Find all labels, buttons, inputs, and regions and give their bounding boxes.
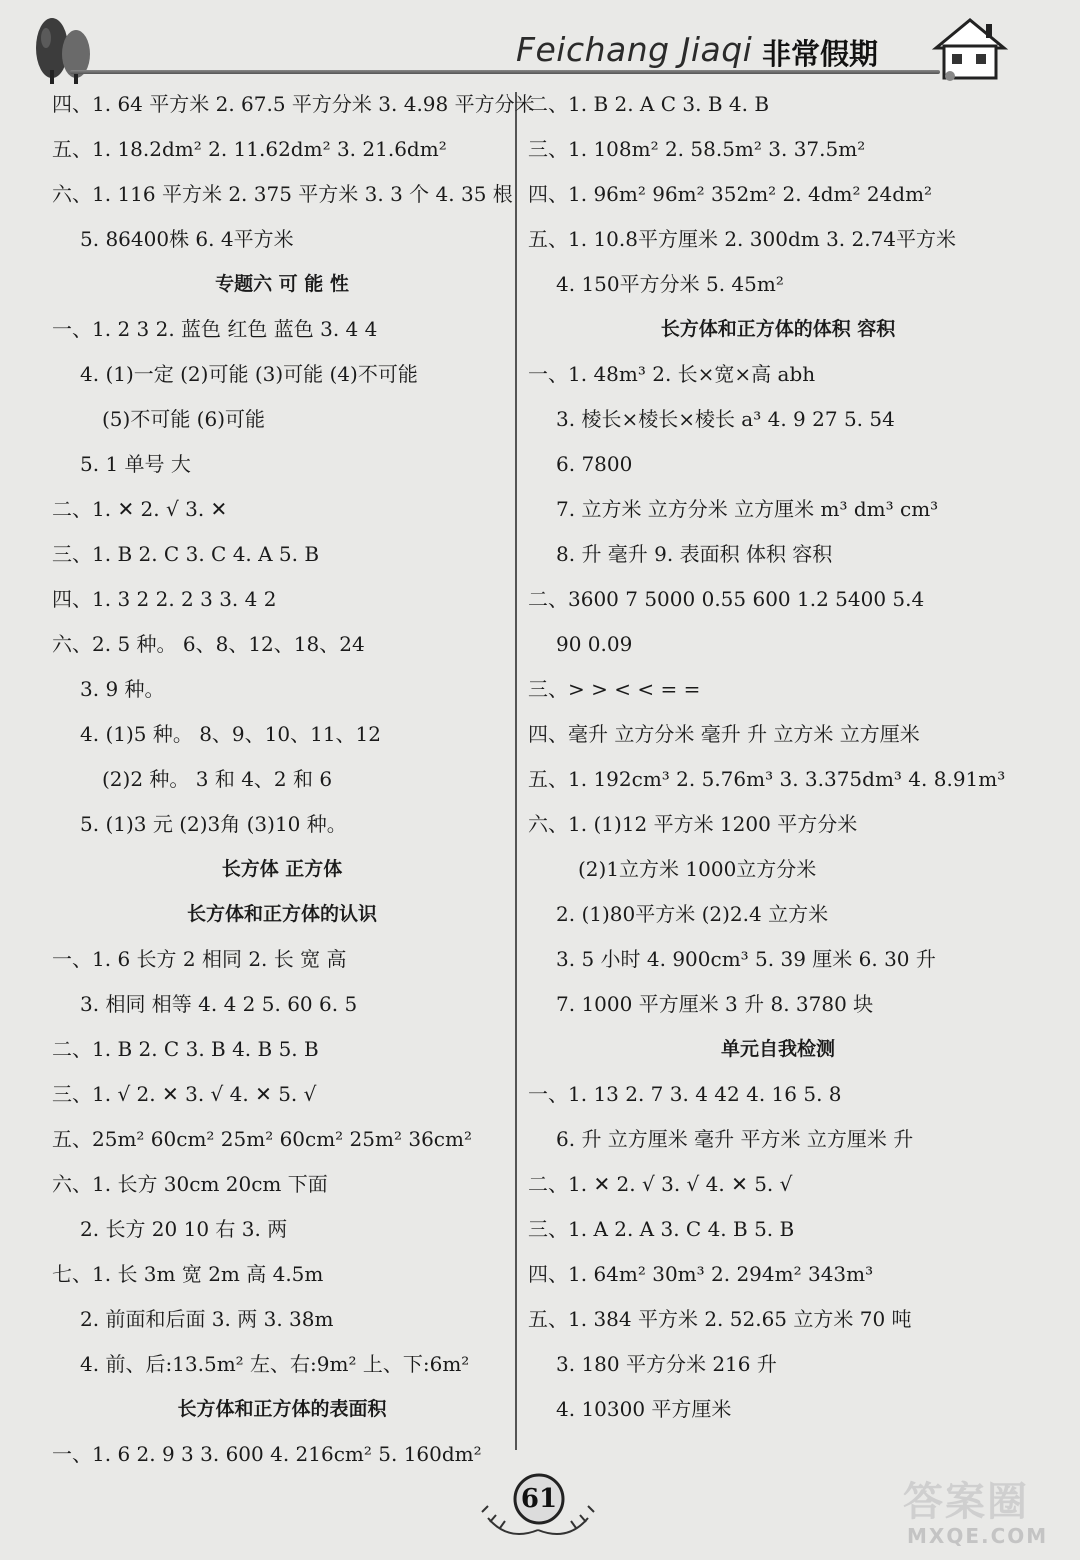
answer-line: 二、1. ✕ 2. √ 3. √ 4. ✕ 5. √ [528,1172,793,1196]
answer-line: 一、1. 6 2. 9 3 3. 600 4. 216cm² 5. 160dm² [52,1442,482,1466]
page-number-badge [468,1470,608,1540]
answer-line: 五、25m² 60cm² 25m² 60cm² 25m² 36cm² [52,1127,472,1151]
answer-line: 二、1. B 2. C 3. B 4. B 5. B [52,1037,319,1061]
answer-line: (2)2 种。 3 和 4、2 和 6 [102,767,333,791]
left-answer-column [52,82,535,1477]
page-number: 61 [520,1484,558,1514]
section-title: 专题六 可 能 性 [215,273,349,295]
answer-line: 三、1. A 2. A 3. C 4. B 5. B [528,1217,795,1241]
section-title: 长方体 正方体 [221,858,343,880]
right-answer-column [528,82,1028,1432]
answer-line: 6. 7800 [556,452,633,476]
page-header [0,0,1080,95]
answer-line: 5. 1 单号 大 [80,452,191,476]
answer-line: 六、1. 116 平方米 2. 375 平方米 3. 3 个 4. 35 根 [52,182,513,206]
watermark-en: MXQE.COM [907,1524,1049,1548]
answer-line: 二、1. ✕ 2. √ 3. ✕ [52,497,228,521]
answer-line: 五、1. 18.2dm² 2. 11.62dm² 3. 21.6dm² [52,137,447,161]
answer-line: 六、1. 长方 30cm 20cm 下面 [52,1172,328,1196]
answer-line: 三、1. 108m² 2. 58.5m² 3. 37.5m² [528,137,866,161]
answer-line: 4. (1)一定 (2)可能 (3)可能 (4)不可能 [80,362,418,386]
tree-icon [26,10,106,90]
answer-line: 四、1. 64 平方米 2. 67.5 平方分米 3. 4.98 平方分米 [52,92,535,116]
answer-line: 2. 前面和后面 3. 两 3. 38m [80,1307,334,1331]
answer-line: 3. 棱长×棱长×棱长 a³ 4. 9 27 5. 54 [556,407,895,431]
answer-line: 5. 86400株 6. 4平方米 [80,227,294,251]
answer-line: 3. 相同 相等 4. 4 2 5. 60 6. 5 [80,992,358,1016]
column-divider [515,92,517,1450]
answer-line: 一、1. 6 长方 2 相同 2. 长 宽 高 [52,947,347,971]
brand-title-en: Feichang Jiaqi [516,30,753,69]
answer-line: 3. 5 小时 4. 900cm³ 5. 39 厘米 6. 30 升 [556,947,936,971]
answer-line: 3. 9 种。 [80,677,165,701]
answer-line: 8. 升 毫升 9. 表面积 体积 容积 [556,542,833,566]
answer-line: 三、1. √ 2. ✕ 3. √ 4. ✕ 5. √ [52,1082,317,1106]
answer-line: 四、1. 3 2 2. 2 3 3. 4 2 [52,587,277,611]
answer-line: 4. 150平方分米 5. 45m² [556,272,784,296]
answer-line: 7. 立方米 立方分米 立方厘米 m³ dm³ cm³ [556,497,939,521]
answer-line: 一、1. 48m³ 2. 长×宽×高 abh [528,362,816,386]
section-title: 长方体和正方体的体积 容积 [660,318,896,340]
answer-line: 6. 升 立方厘米 毫升 平方米 立方厘米 升 [556,1127,914,1151]
answer-line: 六、1. (1)12 平方米 1200 平方分米 [528,812,858,836]
answer-line: 4. (1)5 种。 8、9、10、11、12 [80,722,382,746]
answer-line: 四、1. 96m² 96m² 352m² 2. 4dm² 24dm² [528,182,933,206]
answer-line: (2)1立方米 1000立方分米 [578,857,817,881]
brand-title-cn: 非常假期 [762,37,879,71]
house-icon [930,14,1010,84]
section-title: 长方体和正方体的认识 [186,903,377,925]
answer-line: 五、1. 384 平方米 2. 52.65 立方米 70 吨 [528,1307,912,1331]
answer-line: 4. 10300 平方厘米 [556,1397,732,1421]
answer-line: 二、1. B 2. A C 3. B 4. B [528,92,770,116]
answer-line: 六、2. 5 种。 6、8、12、18、24 [52,632,365,656]
section-title: 长方体和正方体的表面积 [177,1398,387,1420]
answer-line: 五、1. 192cm³ 2. 5.76m³ 3. 3.375dm³ 4. 8.91m³ [528,767,1006,791]
answer-line: 二、3600 7 5000 0.55 600 1.2 5400 5.4 [528,587,925,611]
answer-line: 一、1. 2 3 2. 蓝色 红色 蓝色 3. 4 4 [52,317,378,341]
answer-line: 四、毫升 立方分米 毫升 升 立方米 立方厘米 [528,722,920,746]
answer-line: 3. 180 平方分米 216 升 [556,1352,777,1376]
answer-line: 2. 长方 20 10 右 3. 两 [80,1217,288,1241]
answer-line: (5)不可能 (6)可能 [102,407,266,431]
answer-line: 三、1. B 2. C 3. C 4. A 5. B [52,542,320,566]
answer-line: 90 0.09 [556,632,633,656]
answer-line: 7. 1000 平方厘米 3 升 8. 3780 块 [556,992,874,1016]
answer-line: 4. 前、后:13.5m² 左、右:9m² 上、下:6m² [80,1352,470,1376]
watermark-cn: 答案圈 [903,1479,1029,1525]
section-title: 单元自我检测 [720,1038,835,1060]
answer-line: 5. (1)3 元 (2)3角 (3)10 种。 [80,812,347,836]
site-watermark [895,1470,1070,1555]
answer-line: 五、1. 10.8平方厘米 2. 300dm 3. 2.74平方米 [528,227,957,251]
answer-line: 一、1. 13 2. 7 3. 4 42 4. 16 5. 8 [528,1082,842,1106]
answer-line: 七、1. 长 3m 宽 2m 高 4.5m [52,1262,324,1286]
answer-line: 三、> > < < = = [528,677,701,701]
answer-line: 2. (1)80平方米 (2)2.4 立方米 [556,902,829,926]
answer-line: 四、1. 64m² 30m³ 2. 294m² 343m³ [528,1262,874,1286]
